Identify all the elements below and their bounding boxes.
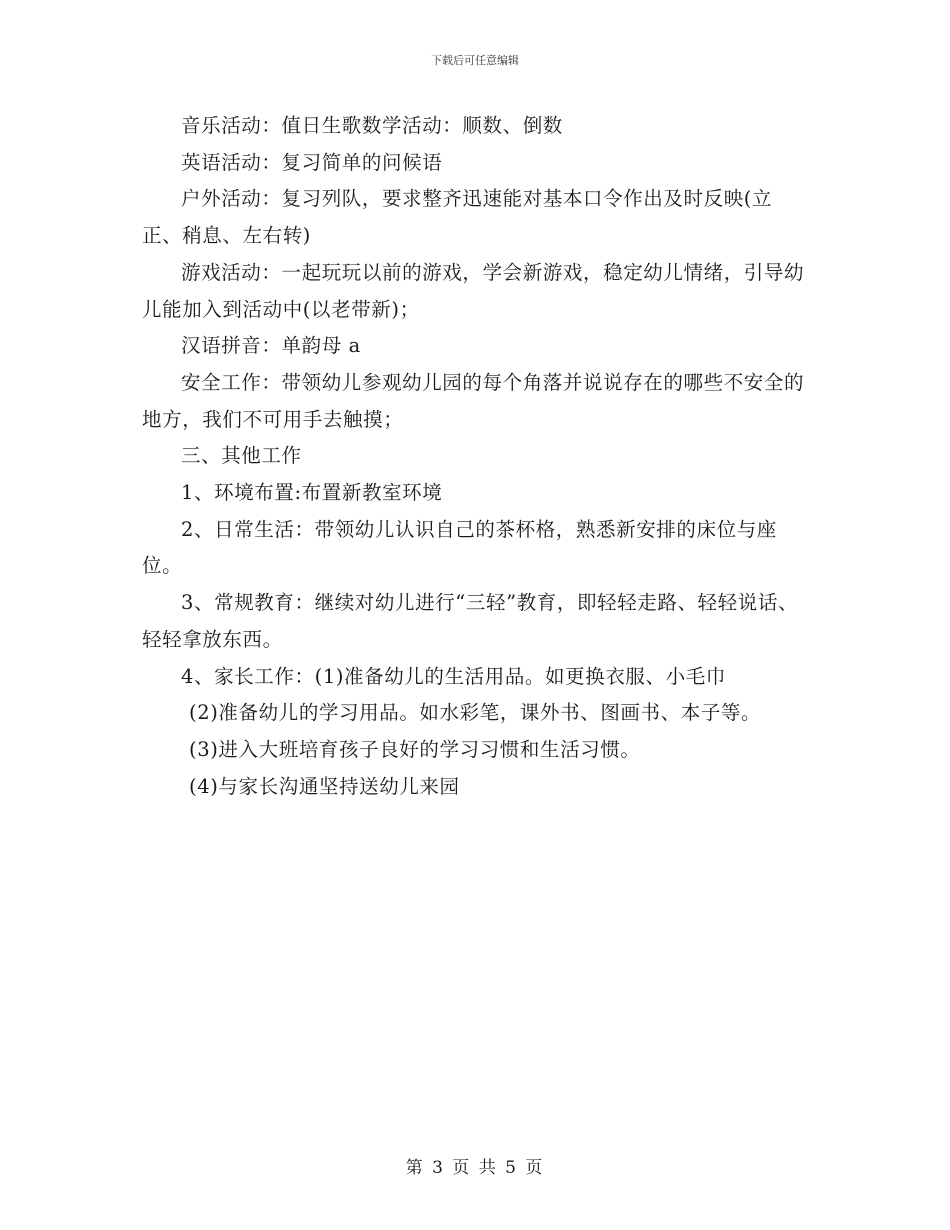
page-header: 下载后可任意编辑 [431,54,519,67]
paragraph-music-activity: 音乐活动：值日生歌数学活动：顺数、倒数 [181,114,563,137]
paragraph-outdoor-activity: 户外活动：复习列队，要求整齐迅速能对基本口令作出及时反映(立正、稍息、左右转) [142,187,773,248]
paragraph-routine-education: 3、常规教育：继续对幼儿进行“三轻”教育，即轻轻走路、轻轻说话、轻轻拿放东西。 [142,591,799,651]
list-item: (3)进入大班培育孩子良好的学习习惯和生活习惯。 [189,737,641,761]
list-item: (2)准备幼儿的学习用品。如水彩笔，课外书、图画书、本子等。 [189,701,762,725]
paragraph-daily-life: 2、日常生活：带领幼儿认识自己的茶杯格，熟悉新安排的床位与座位。 [142,517,777,578]
paragraph-english-activity: 英语活动：复习简单的问候语 [181,150,443,174]
paragraph-environment: 1、环境布置:布置新教室环境 [181,481,443,505]
paragraph-parent-work: 4、家长工作：(1)准备幼儿的生活用品。如更换衣服、小毛巾 [181,664,726,688]
page-footer [0,1153,950,1178]
paragraph-safety-work: 安全工作：带领幼儿参观幼儿园的每个角落并说说存在的哪些不安全的地方，我们不可用手去触摸； [142,370,805,431]
paragraph-game-activity: 游戏活动：一起玩玩以前的游戏，学会新游戏，稳定幼儿情绪，引导幼儿能加入到活动中(以老带新)； [142,260,805,321]
paragraph-pinyin: 汉语拼音：单韵母 a [181,334,361,358]
document-body [142,108,812,805]
section-heading-other-work: 三、其他工作 [181,444,302,468]
page-number: 第 3 页 共 5 页 [405,1158,545,1178]
list-item: (4)与家长沟通坚持送幼儿来园 [189,774,460,798]
